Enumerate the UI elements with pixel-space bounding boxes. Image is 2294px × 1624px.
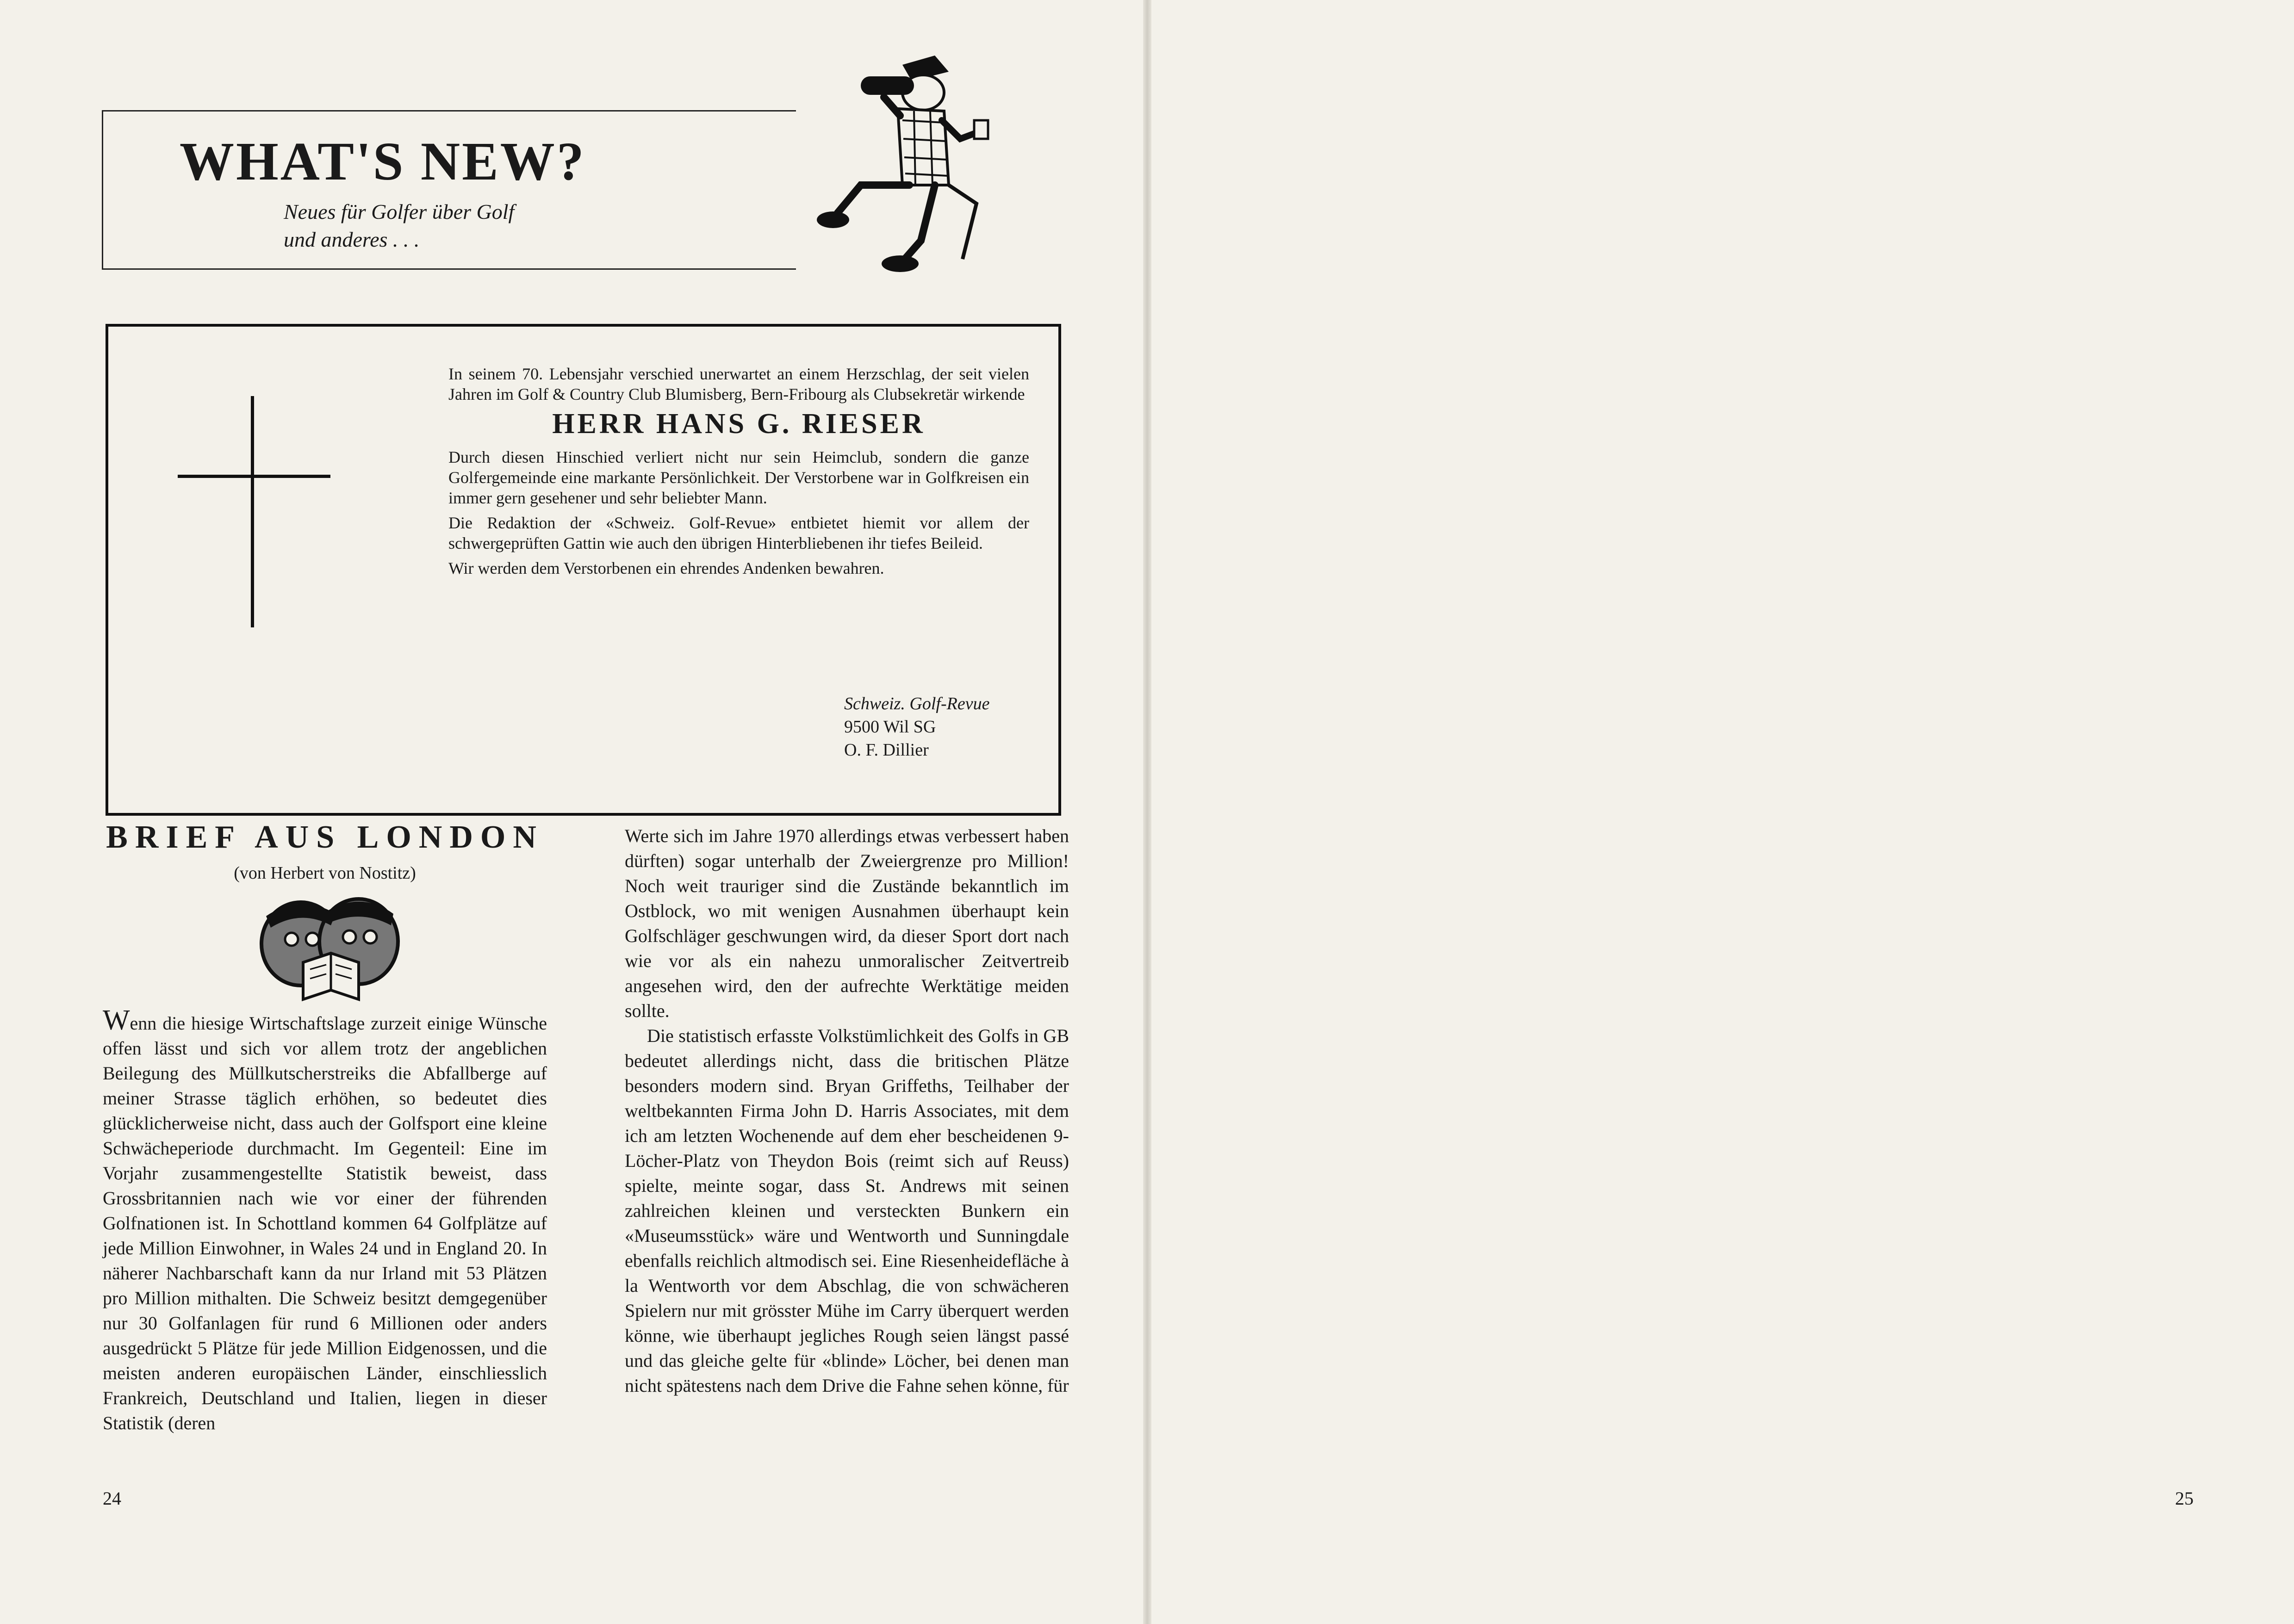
page-number-right: 25 <box>2175 1488 2194 1509</box>
drop-cap: W <box>103 1004 130 1036</box>
page-number-left: 24 <box>103 1488 121 1509</box>
book-spine <box>1143 0 1151 1624</box>
signature-publication: Schweiz. Golf-Revue <box>844 694 990 713</box>
article-paragraph: Die statistisch erfasste Volkstümlichkeit des Golfs in GB bedeutet allerdings nicht, dass die britischen Plätze besonders modern sind. Bryan Griffeths, Teilhaber der weltbekannten Firma John D. Harris Associates, mit dem ich am letzten Wochenende auf dem eher bescheidenen 9-Löcher-Platz von Theydon Bois (reimt sich auf Reuss) spielte, meinte sogar, dass St. Andrews mit seinen zahlreichen kleinen und versteckten Bunkern ein «Museumsstück» wäre und Wentworth und Sunningdale ebenfalls reichlich altmodisch sei. Eine Riesenheidefläche à la Wentworth vor dem Abschlag, die von schwächeren Spielern nur mit grösster Mühe im Carry überquert werden könne, wie überhaupt jegliches Rough seien längst passé und das gleiche gelte für «blinde» Löcher, bei denen man nicht spätestens nach dem Drive die Fahne sehen könne, für <box>625 1025 1069 1396</box>
obituary-text <box>448 364 1029 583</box>
obituary-signature <box>844 692 989 762</box>
article-column-2 <box>625 824 1069 1398</box>
obituary-paragraph-3: Wir werden dem Verstorbenen ein ehrendes Andenken bewahren. <box>448 559 884 577</box>
cross-icon <box>178 396 330 627</box>
article-paragraph: Wenn die hiesige Wirtschaftslage zurzeit einige Wünsche offen lässt und sich vor allem trotz der angeblichen Beilegung des Müllkutscherstreiks die Abfallberge auf meiner Strasse täglich erhöhen, so bedeutet dies glücklicherweise nicht, dass auch der Golfsport eine kleine Schwächeperiode durchmacht. Im Gegenteil: Eine im Vorjahr zusammengestellte Statistik beweist, dass Grossbritannien nach wie vor einer der führenden Golfnationen ist. In Schottland kommen 64 Golfplätze auf jede Million Einwohner, in Wales 24 und in England 20. In näherer Nachbarschaft kann da nur Irland mit 53 Plätzen pro Million mithalten. Die Schweiz besitzt demgegenüber nur 30 Golfanlagen für rund 6 Millionen oder anders ausgedrückt 5 Plätze für jede Million Eidgenossen, und die meisten anderen europäischen Länder, einschliesslich Frankreich, Deutschland und Italien, liegen in dieser Statistik (deren <box>103 1004 547 1433</box>
newspaper-readers-illustration <box>252 888 405 1009</box>
article-author: (von Herbert von Nostitz) <box>234 863 416 883</box>
article-column-1 <box>103 1004 547 1436</box>
obituary-paragraph-2: Die Redaktion der «Schweiz. Golf-Revue» entbietet hiemit vor allem der schwergeprüften Gattin wie auch den übrigen Hinterbliebenen ihr tiefes Beileid. <box>448 514 1029 552</box>
whats-new-subtitle-line2: und anderes . . . <box>284 228 420 251</box>
obituary-paragraph-1: Durch diesen Hinschied verliert nicht nur sein Heimclub, sondern die ganze Golfergemeinde eine markante Persönlichkeit. Der Verstorbene war in Golfkreisen ein immer gern gesehener und sehr beliebter Mann. <box>448 448 1029 507</box>
right-page <box>1147 0 2294 1624</box>
signature-person: O. F. Dillier <box>844 740 929 760</box>
binocular-golfer-illustration <box>796 46 995 287</box>
obituary-box <box>106 324 1061 816</box>
whats-new-subtitle-line1: Neues für Golfer über Golf <box>284 200 515 223</box>
article-paragraph: Werte sich im Jahre 1970 allerdings etwas verbessert haben dürften) sogar unterhalb der Zweiergrenze pro Million! Noch weit trauriger sind die Zustände bekanntlich im Ostblock, wo mit wenigen Ausnahmen überhaupt kein Golfschläger geschwungen wird, da dieser Sport dort nach wie vor als ein nahezu unmoralischer Zeitvertreib angesehen wird, den der aufrechte Werktätige meiden sollte. <box>625 825 1069 1021</box>
obituary-intro: In seinem 70. Lebensjahr verschied unerwartet an einem Herzschlag, der seit vielen Jahren im Golf & Country Club Blumisberg, Bern-Fribourg als Clubsekretär wirkende <box>448 365 1029 403</box>
obituary-name: HERR HANS G. RIESER <box>552 408 926 440</box>
article-title: BRIEF AUS LONDON <box>106 819 544 855</box>
whats-new-title: WHAT'S NEW? <box>180 131 586 192</box>
signature-address: 9500 Wil SG <box>844 717 936 737</box>
